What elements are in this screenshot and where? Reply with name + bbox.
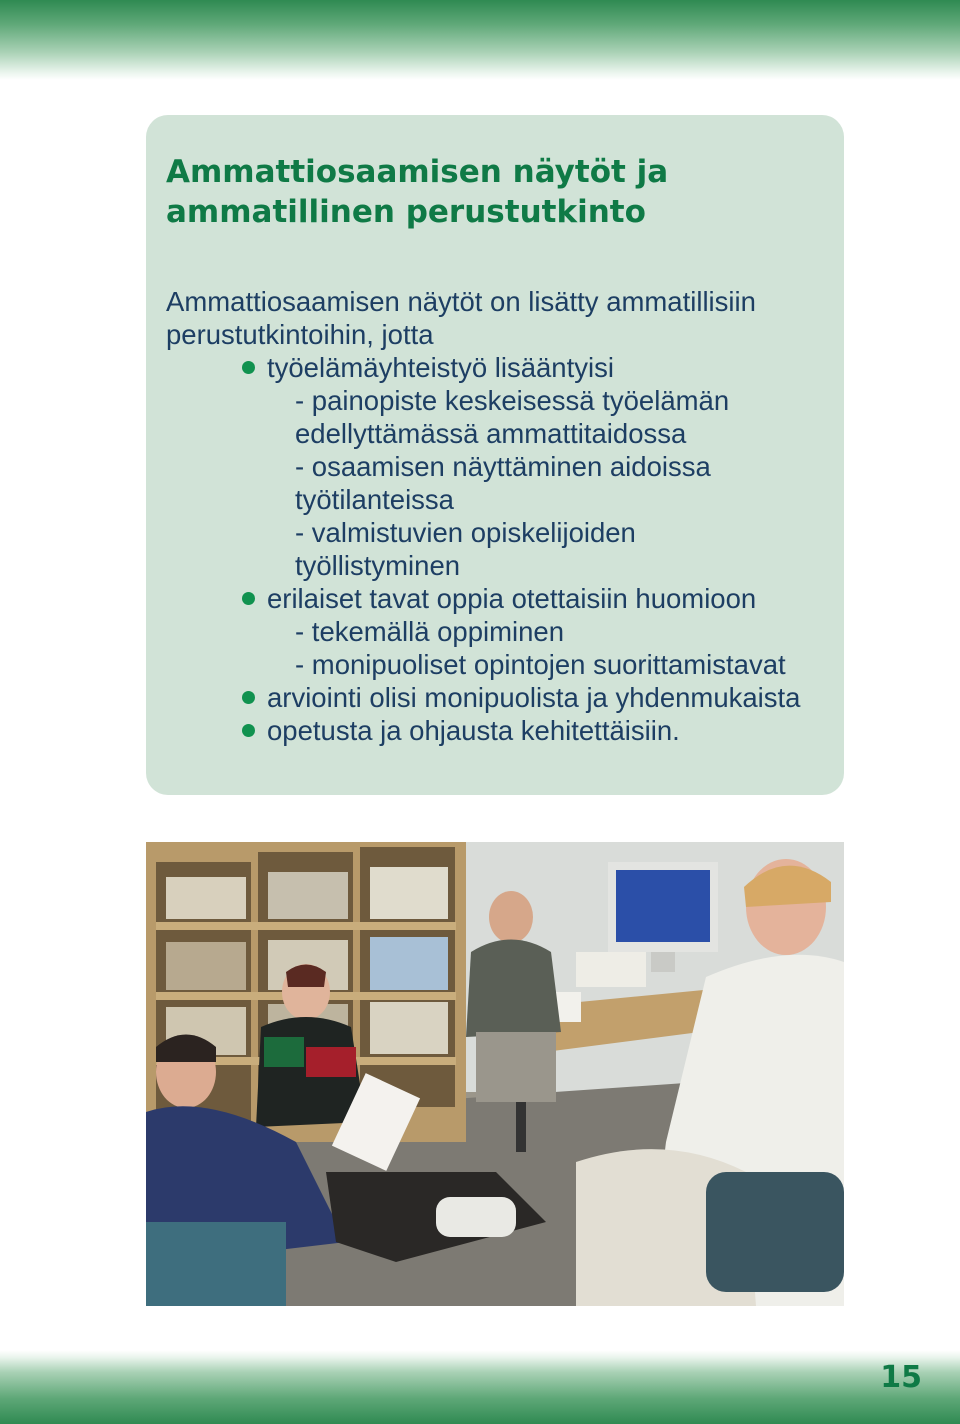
page-number: 15 — [880, 1360, 922, 1395]
bullet-item — [166, 351, 836, 384]
info-panel — [146, 115, 844, 795]
sub-item-line: työllistyminen — [295, 550, 461, 581]
sub-item-line: - tekemällä oppiminen — [295, 616, 565, 647]
bullet-item — [166, 714, 836, 747]
sub-item-line: - monipuoliset opintojen suorittamistavat — [295, 649, 786, 680]
classroom-photo — [146, 842, 844, 1306]
photo-illustration — [146, 842, 844, 1306]
sub-item-line: - painopiste keskeisessä työelämän — [295, 385, 730, 416]
bullet-text: työelämäyhteistyö lisääntyisi — [267, 352, 614, 383]
sub-item — [166, 384, 836, 450]
bullet-text: arviointi olisi monipuolista ja yhdenmukaista — [267, 682, 801, 713]
sub-item — [166, 450, 836, 516]
bullet-text: opetusta ja ohjausta kehitettäisiin. — [267, 715, 680, 746]
chair — [146, 1222, 286, 1306]
bullet-dot-icon — [242, 361, 255, 374]
bullet-item — [166, 582, 836, 615]
panel-body — [166, 285, 836, 747]
sub-item-line: - valmistuvien opiskelijoiden — [295, 517, 636, 548]
top-gradient-band — [0, 0, 960, 80]
sub-item-line: edellyttämässä ammattitaidossa — [295, 418, 687, 449]
intro-line-1: Ammattiosaamisen näytöt on lisätty ammatillisiin — [166, 286, 756, 317]
sub-item — [166, 648, 836, 681]
intro-line-2: perustutkintoihin, jotta — [166, 319, 434, 350]
bullet-text: erilaiset tavat oppia otettaisiin huomioon — [267, 583, 757, 614]
bullet-dot-icon — [242, 691, 255, 704]
sub-item-line: työtilanteissa — [295, 484, 454, 515]
chair — [706, 1172, 844, 1292]
sub-item — [166, 516, 836, 582]
sub-item-line: - osaamisen näyttäminen aidoissa — [295, 451, 711, 482]
title-line-1: Ammattiosaamisen näytöt ja — [166, 154, 669, 190]
bottom-gradient-band — [0, 1350, 960, 1424]
bullet-dot-icon — [242, 724, 255, 737]
bullet-dot-icon — [242, 592, 255, 605]
panel-title — [166, 152, 806, 232]
title-line-2: ammatillinen perustutkinto — [166, 194, 646, 230]
sub-item — [166, 615, 836, 648]
bullet-item — [166, 681, 836, 714]
